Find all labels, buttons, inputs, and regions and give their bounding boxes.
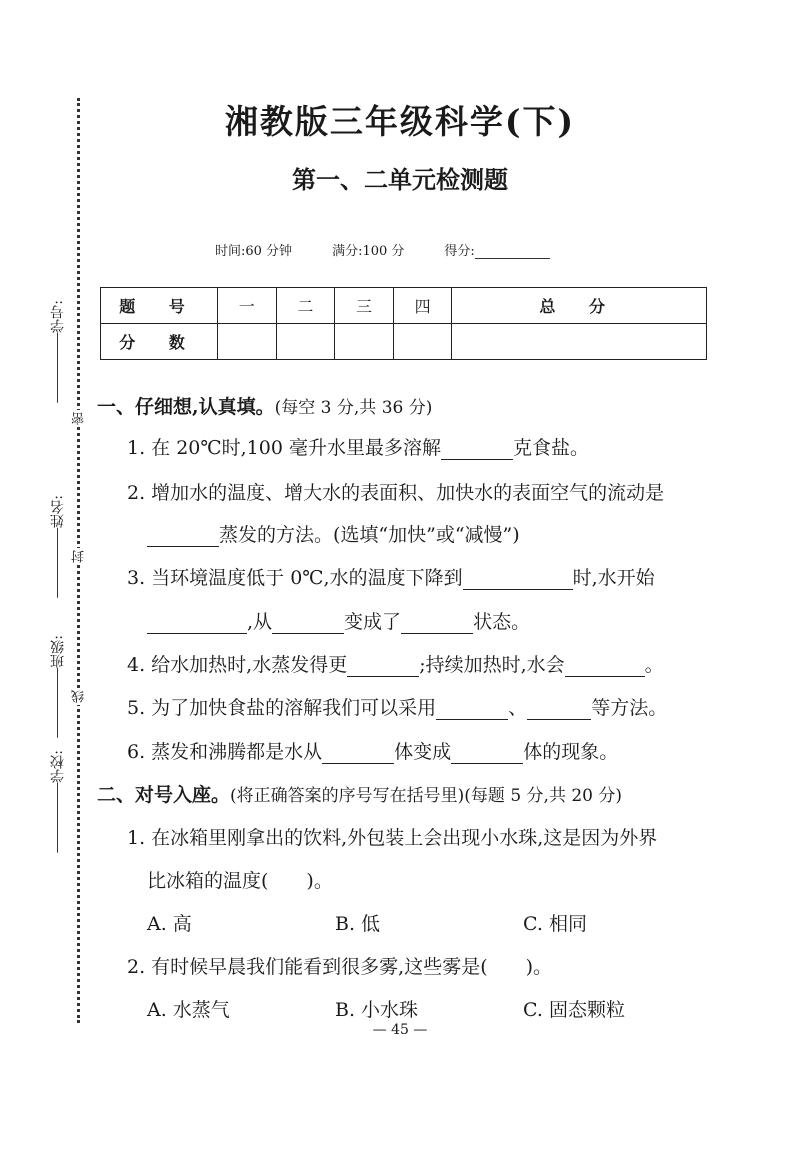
question-1-6: 6. 蒸发和沸腾都是水从 体变成 体的现象。 (127, 741, 619, 763)
question-1-3-cont: ,从 变成了 状态。 (147, 607, 530, 634)
table-header-cell: 四 (393, 288, 452, 324)
score-field[interactable]: 得分: (444, 240, 549, 259)
question-1-5: 5. 为了加快食盐的溶解我们可以采用 、 等方法。 (127, 697, 668, 719)
answer-blank[interactable] (565, 657, 645, 677)
class-field: 班级: (48, 635, 68, 740)
page-number: — 45 — (372, 1022, 428, 1038)
exam-meta (215, 240, 550, 259)
option-b[interactable]: B. 低 (335, 913, 381, 935)
score-cell[interactable] (452, 324, 707, 360)
school-field: 学校: (48, 750, 68, 855)
option-c[interactable]: C. 固态颗粒 (523, 999, 625, 1021)
option-a[interactable]: A. 水蒸气 (147, 999, 230, 1021)
answer-blank[interactable] (436, 700, 508, 720)
option-a[interactable]: A. 高 (147, 913, 192, 935)
answer-blank[interactable] (347, 657, 419, 677)
question-1-2-cont: 蒸发的方法。(选填“加快”或“减慢”) (147, 520, 520, 547)
seal-word-xian: 线 (72, 690, 87, 703)
table-header-cell: 二 (276, 288, 335, 324)
answer-blank[interactable] (322, 744, 394, 764)
section2-heading: 二、对号入座。(将正确答案的序号写在括号里)(每题 5 分,共 20 分) (97, 784, 623, 806)
answer-blank[interactable] (463, 570, 573, 590)
question-2-2: 2. 有时候早晨我们能看到很多雾,这些雾是( )。 (127, 956, 553, 978)
question-1-2: 2. 增加水的温度、增大水的表面积、加快水的表面空气的流动是 (127, 482, 665, 504)
question-1-3: 3. 当环境温度低于 0℃,水的温度下降到 时,水开始 (127, 567, 655, 589)
question-2-1: 1. 在冰箱里刚拿出的饮料,外包装上会出现小水珠,这是因为外界 (127, 827, 658, 849)
answer-blank[interactable] (441, 440, 513, 460)
page-subtitle: 第一、二单元检测题 (292, 166, 508, 194)
table-header-cell: 三 (335, 288, 394, 324)
page-title: 湘教版三年级科学(下) (224, 102, 576, 141)
score-cell[interactable] (276, 324, 335, 360)
option-b[interactable]: B. 小水珠 (335, 999, 419, 1021)
full-score: 满分:100 分 (332, 244, 405, 259)
table-row (101, 288, 707, 324)
table-header-cell: 题 号 (101, 288, 218, 324)
seal-word-mi: 密 (72, 412, 87, 425)
seal-word-feng: 封 (72, 550, 87, 563)
score-cell[interactable] (335, 324, 394, 360)
table-header-cell: 一 (218, 288, 277, 324)
table-row (101, 324, 707, 360)
answer-blank[interactable] (272, 614, 344, 634)
table-header-cell: 总 分 (452, 288, 707, 324)
score-cell[interactable] (393, 324, 452, 360)
answer-blank[interactable] (451, 744, 523, 764)
table-row-label: 分 数 (101, 324, 218, 360)
student-no-field: 学号: (48, 300, 68, 405)
answer-blank[interactable] (401, 614, 473, 634)
answer-blank[interactable] (147, 527, 219, 547)
name-field: 姓名: (48, 495, 68, 600)
question-2-1-cont: 比冰箱的温度( )。 (147, 870, 333, 892)
time-limit: 时间:60 分钟 (215, 244, 293, 259)
answer-blank[interactable] (527, 700, 591, 720)
score-cell[interactable] (218, 324, 277, 360)
score-table (100, 287, 707, 360)
section1-heading: 一、仔细想,认真填。(每空 3 分,共 36 分) (97, 396, 433, 418)
question-1-4: 4. 给水加热时,水蒸发得更 ;持续加热时,水会 。 (127, 654, 664, 676)
answer-blank[interactable] (147, 614, 247, 634)
question-1-1: 1. 在 20℃时,100 毫升水里最多溶解 克食盐。 (127, 437, 589, 459)
option-c[interactable]: C. 相同 (523, 913, 587, 935)
